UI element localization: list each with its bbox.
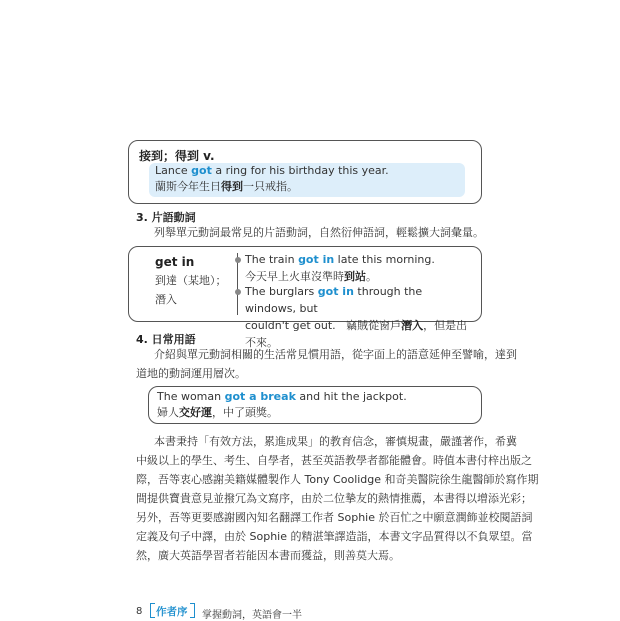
example-english [157, 389, 407, 405]
example-text: couldn't get out. [245, 319, 336, 332]
phrase-highlight: got a break [224, 390, 296, 403]
idiom-box [148, 386, 482, 424]
bold-translation: 到站 [344, 270, 366, 283]
example-text: 蘭斯今年生日 [155, 180, 221, 193]
example-text: ，但是出不來。 [245, 319, 468, 349]
bracket-right [190, 603, 195, 618]
example-text: late this morning. [334, 253, 435, 266]
bullet-dot [235, 289, 241, 295]
example-text: ，中了頭獎。 [212, 406, 278, 419]
example-text: and hit the jackpot. [295, 390, 407, 403]
phrase-highlight: got [191, 164, 212, 177]
example-text: Lance [155, 164, 192, 177]
definition-box [128, 140, 482, 204]
preface-line: 間提供寶貴意見並撥冗為文寫序，由於二位摯友的熱情推薦，本書得以增添光彩； [136, 492, 532, 505]
definition-heading: 接到；得到 v. [139, 149, 215, 163]
phrase-highlight: got in [317, 285, 354, 298]
section-body: 介紹與單元動詞相關的生活常見慣用語，從字面上的語意延伸至譬喻，達到 [154, 348, 517, 361]
book-title: 掌握動詞，英語會一半 [202, 610, 302, 621]
example-1 [245, 251, 475, 285]
preface-line: 定義及句子中譯，由於 Sophie 的精湛筆譯造詣，本書文字品質得以不負眾望。當 [136, 530, 533, 543]
example-english [245, 251, 475, 268]
example-english [245, 283, 475, 317]
preface-line: 際，吾等衷心感謝美籍媒體製作人 Tony Coolidge 和奇美醫院徐生龍醫師於寫作期 [136, 473, 539, 486]
bullet-dot [235, 257, 241, 263]
meaning-line: 到達（某地）； [155, 274, 227, 287]
preface-line: 然，廣大英語學習者若能因本書而獲益，則善莫大焉。 [136, 549, 400, 562]
example-block [157, 389, 407, 421]
example-block [149, 163, 465, 197]
example-text: 一只戒指。 [243, 180, 298, 193]
example-2 [245, 283, 475, 351]
phrase-highlight: got in [298, 253, 335, 266]
example-text: 。 [366, 270, 377, 283]
chapter-tag: 作者序 [156, 606, 188, 618]
bold-translation: 潛入 [401, 319, 424, 332]
example-text: a ring for his birthday this year. [211, 164, 389, 177]
preface-line: 本書秉持「有效方法，累進成果」的教育信念，審慎規畫，嚴謹著作，希冀 [154, 435, 517, 448]
example-text: 今天早上火車沒準時 [245, 270, 344, 283]
example-chinese [155, 179, 465, 195]
preface-line: 中級以上的學生、考生、自學者，甚至英語教學者都能體會。時值本書付梓出版之 [136, 454, 532, 467]
example-text: The woman [157, 390, 225, 403]
example-english [155, 163, 465, 179]
section-title: 3. 片語動詞 [136, 211, 196, 224]
example-text: 婦人 [157, 406, 179, 419]
example-chinese [157, 405, 407, 421]
section-title: 4. 日常用語 [136, 333, 196, 346]
bracket-left [150, 603, 155, 618]
example-text: through the windows, but [245, 285, 423, 315]
phrasal-verb-term: get in [155, 255, 195, 269]
preface-line: 另外，吾等更要感謝國內知名翻譯工作者 Sophie 於百忙之中願意潤飾並校閱語詞 [136, 511, 533, 524]
section-body: 列舉單元動詞最常見的片語動詞，自然衍伸語詞，輕鬆擴大詞彙量。 [154, 226, 484, 239]
example-text: The train [245, 253, 299, 266]
section-body: 道地的動詞運用層次。 [136, 367, 246, 380]
phrasal-verb-meaning [155, 271, 245, 309]
bold-translation: 交好運 [179, 406, 212, 419]
page-number: 8 [136, 606, 143, 617]
meaning-line: 潛入 [155, 293, 177, 306]
bold-translation: 得到 [221, 180, 243, 193]
example-text: 竊賊從窗戶 [346, 319, 402, 332]
example-text: The burglars [245, 285, 318, 298]
